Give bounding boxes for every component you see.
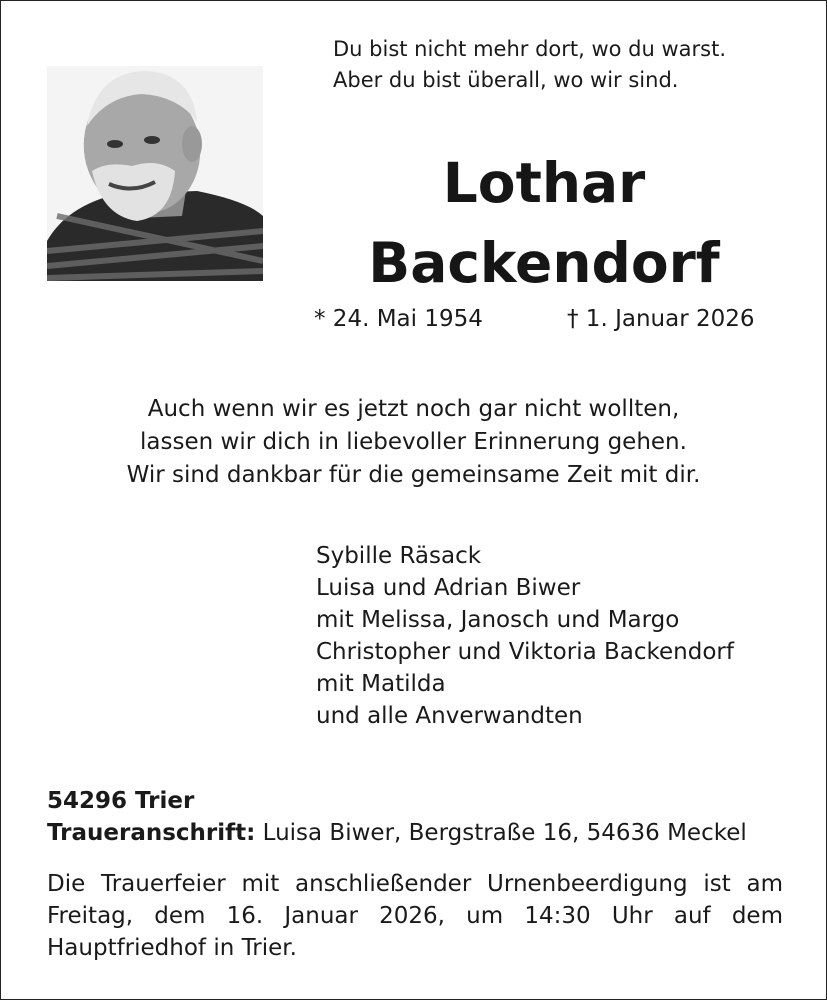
place-city: 54296 Trier bbox=[47, 788, 195, 814]
mourner-line: Luisa und Adrian Biwer bbox=[316, 575, 581, 601]
deceased-name bbox=[358, 143, 730, 303]
first-name: Lothar bbox=[442, 151, 646, 215]
mourning-address-value: Luisa Biwer, Bergstraße 16, 54636 Meckel bbox=[255, 820, 747, 846]
death-date: † 1. Januar 2026 bbox=[567, 306, 755, 332]
condolence-line: lassen wir dich in liebevoller Erinnerung gehen. bbox=[140, 429, 687, 455]
mourner-line: Christopher und Viktoria Backendorf bbox=[316, 639, 734, 665]
mourner-line: mit Melissa, Janosch und Margo bbox=[316, 607, 680, 633]
portrait-image bbox=[47, 66, 263, 281]
mourning-address-label: Traueranschrift: bbox=[47, 820, 256, 846]
birth-date: * 24. Mai 1954 bbox=[314, 306, 483, 332]
mourning-address bbox=[47, 817, 747, 849]
condolence-text bbox=[0, 393, 827, 492]
mourner-line: Sybille Räsack bbox=[316, 543, 482, 569]
condolence-line: Wir sind dankbar für die gemeinsame Zeit mit dir. bbox=[126, 462, 701, 488]
condolence-line: Auch wenn wir es jetzt noch gar nicht wollten, bbox=[147, 396, 680, 422]
mourner-line: mit Matilda bbox=[316, 671, 446, 697]
memorial-quote bbox=[333, 34, 726, 96]
mourner-line: und alle Anverwandten bbox=[316, 703, 583, 729]
quote-line-2: Aber du bist überall, wo wir sind. bbox=[333, 68, 679, 92]
quote-line-1: Du bist nicht mehr dort, wo du warst. bbox=[333, 37, 727, 61]
last-name: Backendorf bbox=[368, 231, 720, 295]
portrait-photo bbox=[47, 66, 263, 281]
ceremony-info: Die Trauerfeier mit anschließender Urnenbeerdigung ist am Freitag, dem 16. Januar 2026, um 14:30 Uhr auf dem Hauptfriedhof in Trier. bbox=[47, 871, 783, 961]
mourners-list bbox=[316, 540, 734, 732]
